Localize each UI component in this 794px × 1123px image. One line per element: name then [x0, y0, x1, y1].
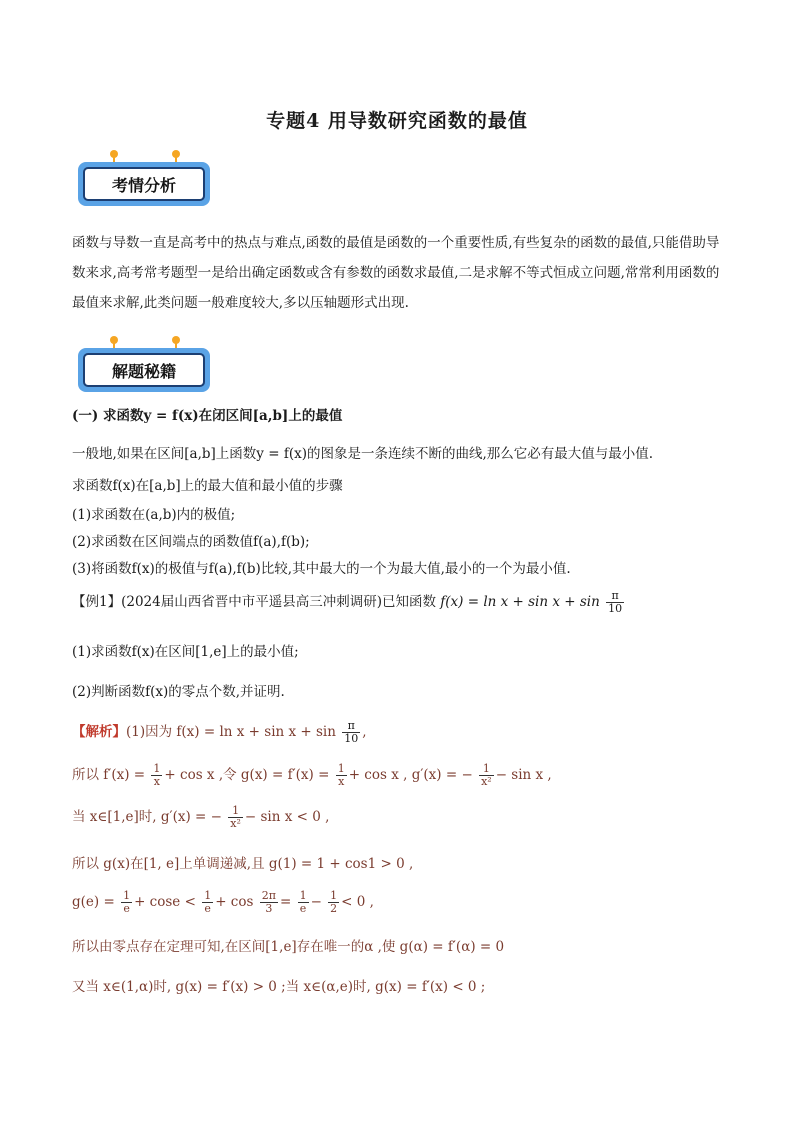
solution-line-2: 所以 f′(x) = $\frac{1}{x}$ + cos x ,令 g(x) = f′(x) = $\frac{1}{x}$ + cos x , g′(x) = − $\frac{1}{\text{x²}}$ − sin x , [72, 762, 552, 788]
solution-line-5: g(e) = $\frac{1}{e}$ + cose < $\frac{1}{e}$ + cos $\frac{2\pi}{3}$ = $\frac{1}{e}$ − $\frac{1}{2}$ < 0 , [72, 889, 374, 915]
example-statement [72, 590, 742, 615]
solution-line-3: 当 x∈[1,e]时, g′(x) = − $\frac{1}{\text{x²}}$ − sin x < 0 , [72, 804, 330, 830]
page-title: 专题4 用导数研究函数的最值 [266, 110, 528, 132]
fraction-pi-over-10: $\frac{\pi}{10}$ [608, 589, 623, 615]
step-2: (2)求函数在区间端点的函数值f(a),f(b); [72, 534, 310, 550]
solution-line-1: 【解析】(1)因为 f(x) = ln x + sin x + sin $\frac{\pi}{10}$ , [72, 719, 367, 745]
solution-line-6: 所以由零点存在定理可知,在区间[1,e]存在唯一的α ,使 g(α) = f′(α) = 0 [72, 939, 505, 955]
example-source: (2024届山西省晋中市平遥县高三冲刺调研)已知函数 [121, 594, 436, 610]
section-badge-solving [78, 336, 210, 392]
solution-line-4: 所以 g(x)在[1, e]上单调递减,且 g(1) = 1 + cos1 > 0 , [72, 856, 414, 872]
question-2: (2)判断函数f(x)的零点个数,并证明. [72, 684, 285, 700]
paragraph-1: 一般地,如果在区间[a,b]上函数y = f(x)的图象是一条连续不断的曲线,那么它必有最大值与最小值. [72, 446, 654, 462]
example-function: f(x) = ln x + sin x + sin [440, 594, 600, 610]
example-label: 【例1】 [72, 594, 122, 610]
paragraph-2: 求函数f(x)在[a,b]上的最大值和最小值的步骤 [72, 478, 343, 494]
solution-line-7: 又当 x∈(1,α)时, g(x) = f′(x) > 0 ;当 x∈(α,e)时, g(x) = f′(x) < 0 ; [72, 979, 486, 995]
subheading-1: (一) 求函数y = f(x)在闭区间[a,b]上的最值 [72, 408, 343, 424]
badge-label: 考情分析 [83, 167, 205, 201]
section-badge-analysis [78, 150, 210, 206]
intro-paragraph: 函数与导数一直是高考中的热点与难点,函数的最值是函数的一个重要性质,有些复杂的函数的最值,只能借助导数来求,高考常考题型一是给出确定函数或含有参数的函数求最值,二是求解不等式恒成立问题,常常利用函数的最值来求解,此类问题一般难度较大,多以压轴题形式出现. [72, 235, 720, 311]
badge-label: 解题秘籍 [83, 353, 205, 387]
step-3: (3)将函数f(x)的极值与f(a),f(b)比较,其中最大的一个为最大值,最小的一个为最小值. [72, 561, 571, 577]
solution-label: 【解析】 [72, 724, 126, 740]
step-1: (1)求函数在(a,b)内的极值; [72, 507, 236, 523]
question-1: (1)求函数f(x)在区间[1,e]上的最小值; [72, 644, 299, 660]
